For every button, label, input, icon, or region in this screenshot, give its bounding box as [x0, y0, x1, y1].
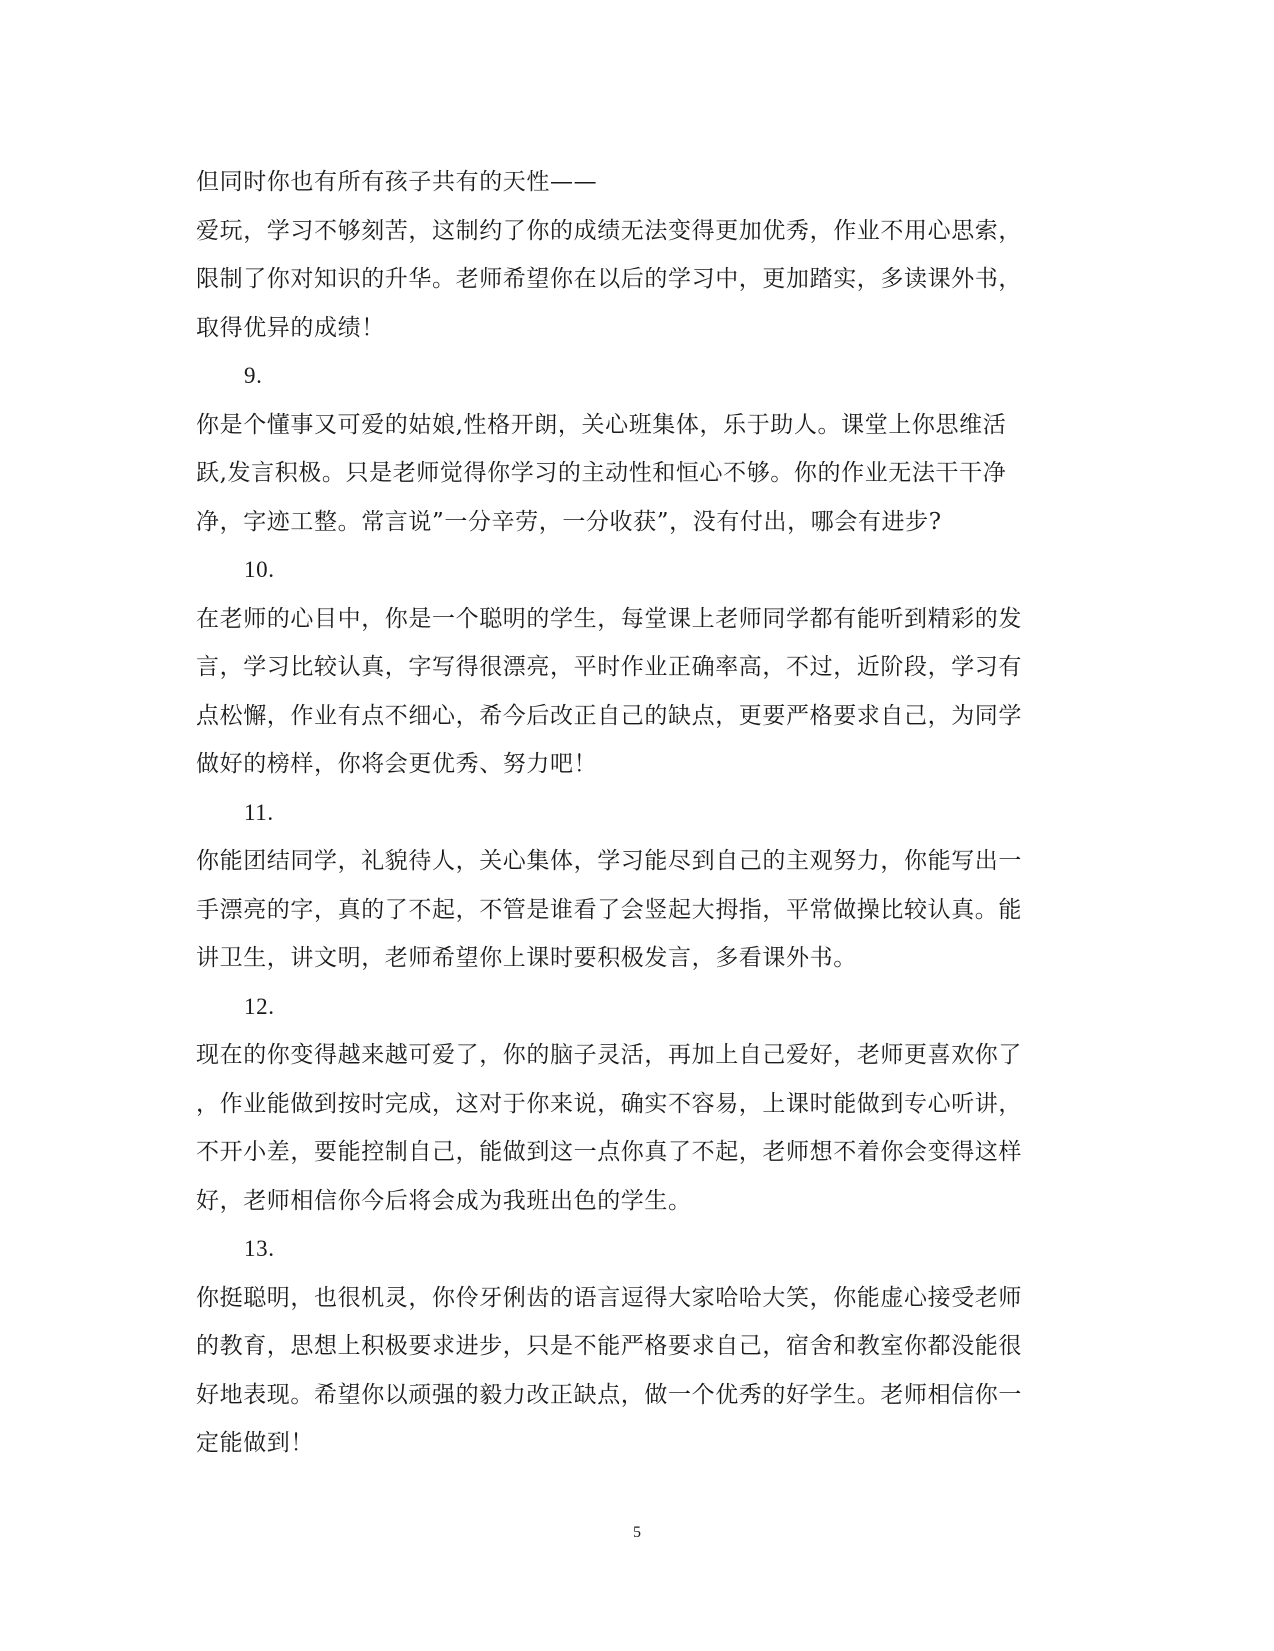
text-line: ，作业能做到按时完成，这对于你来说，确实不容易，上课时能做到专心听讲， [196, 1090, 1022, 1117]
text-line: 爱玩，学习不够刻苦，这制约了你的成绩无法变得更加优秀，作业不用心思索， [196, 217, 1022, 244]
document-body [196, 158, 1076, 1468]
item-number: 12. [244, 993, 275, 1019]
text-line: 在老师的心目中，你是一个聪明的学生，每堂课上老师同学都有能听到精彩的发 [196, 605, 1022, 632]
text-line: 好地表现。希望你以顽强的毅力改正缺点，做一个优秀的好学生。老师相信你一 [196, 1381, 1022, 1408]
text-line: 净，字迹工整。常言说”一分辛劳，一分收获”，没有付出，哪会有进步? [196, 508, 942, 535]
page-number: 5 [633, 1524, 641, 1541]
item-number: 9. [244, 363, 263, 388]
item-number: 11. [244, 799, 274, 825]
text-line: 取得优异的成绩！ [196, 314, 385, 341]
text-line: 点松懈，作业有点不细心，希今后改正自己的缺点，更要严格要求自己，为同学 [196, 702, 1022, 729]
text-line: 定能做到！ [196, 1430, 314, 1456]
text-line: 做好的榜样，你将会更优秀、努力吧！ [196, 751, 598, 777]
text-line: 你挺聪明，也很机灵，你伶牙俐齿的语言逗得大家哈哈大笑，你能虚心接受老师 [196, 1284, 1022, 1311]
text-line: 言，学习比较认真，字写得很漂亮，平时作业正确率高，不过，近阶段，学习有 [196, 654, 1022, 680]
text-line: 现在的你变得越来越可爱了，你的脑子灵活，再加上自己爱好，老师更喜欢你了 [196, 1042, 1022, 1068]
text-line: 跃,发言积极。只是老师觉得你学习的主动性和恒心不够。你的作业无法干干净 [196, 460, 1007, 486]
text-line: 你能团结同学，礼貌待人，关心集体，学习能尽到自己的主观努力，你能写出一 [196, 848, 1022, 874]
text-line: 你是个懂事又可爱的姑娘,性格开朗，关心班集体，乐于助人。课堂上你思维活 [196, 411, 1007, 438]
text-line: 限制了你对知识的升华。老师希望你在以后的学习中，更加踏实，多读课外书， [196, 266, 1022, 292]
item-number: 13. [244, 1236, 275, 1261]
text-line: 不开小差，要能控制自己，能做到这一点你真了不起，老师想不着你会变得这样 [196, 1139, 1022, 1165]
text-line: 但同时你也有所有孩子共有的天性—— [196, 169, 598, 195]
text-line: 好，老师相信你今后将会成为我班出色的学生。 [196, 1187, 692, 1214]
text-line: 的教育，思想上积极要求进步，只是不能严格要求自己，宿舍和教室你都没能很 [196, 1333, 1022, 1359]
item-number: 10. [244, 557, 275, 582]
text-line: 手漂亮的字，真的了不起，不管是谁看了会竖起大拇指，平常做操比较认真。能 [196, 896, 1022, 923]
text-line: 讲卫生，讲文明，老师希望你上课时要积极发言，多看课外书。 [196, 945, 857, 971]
